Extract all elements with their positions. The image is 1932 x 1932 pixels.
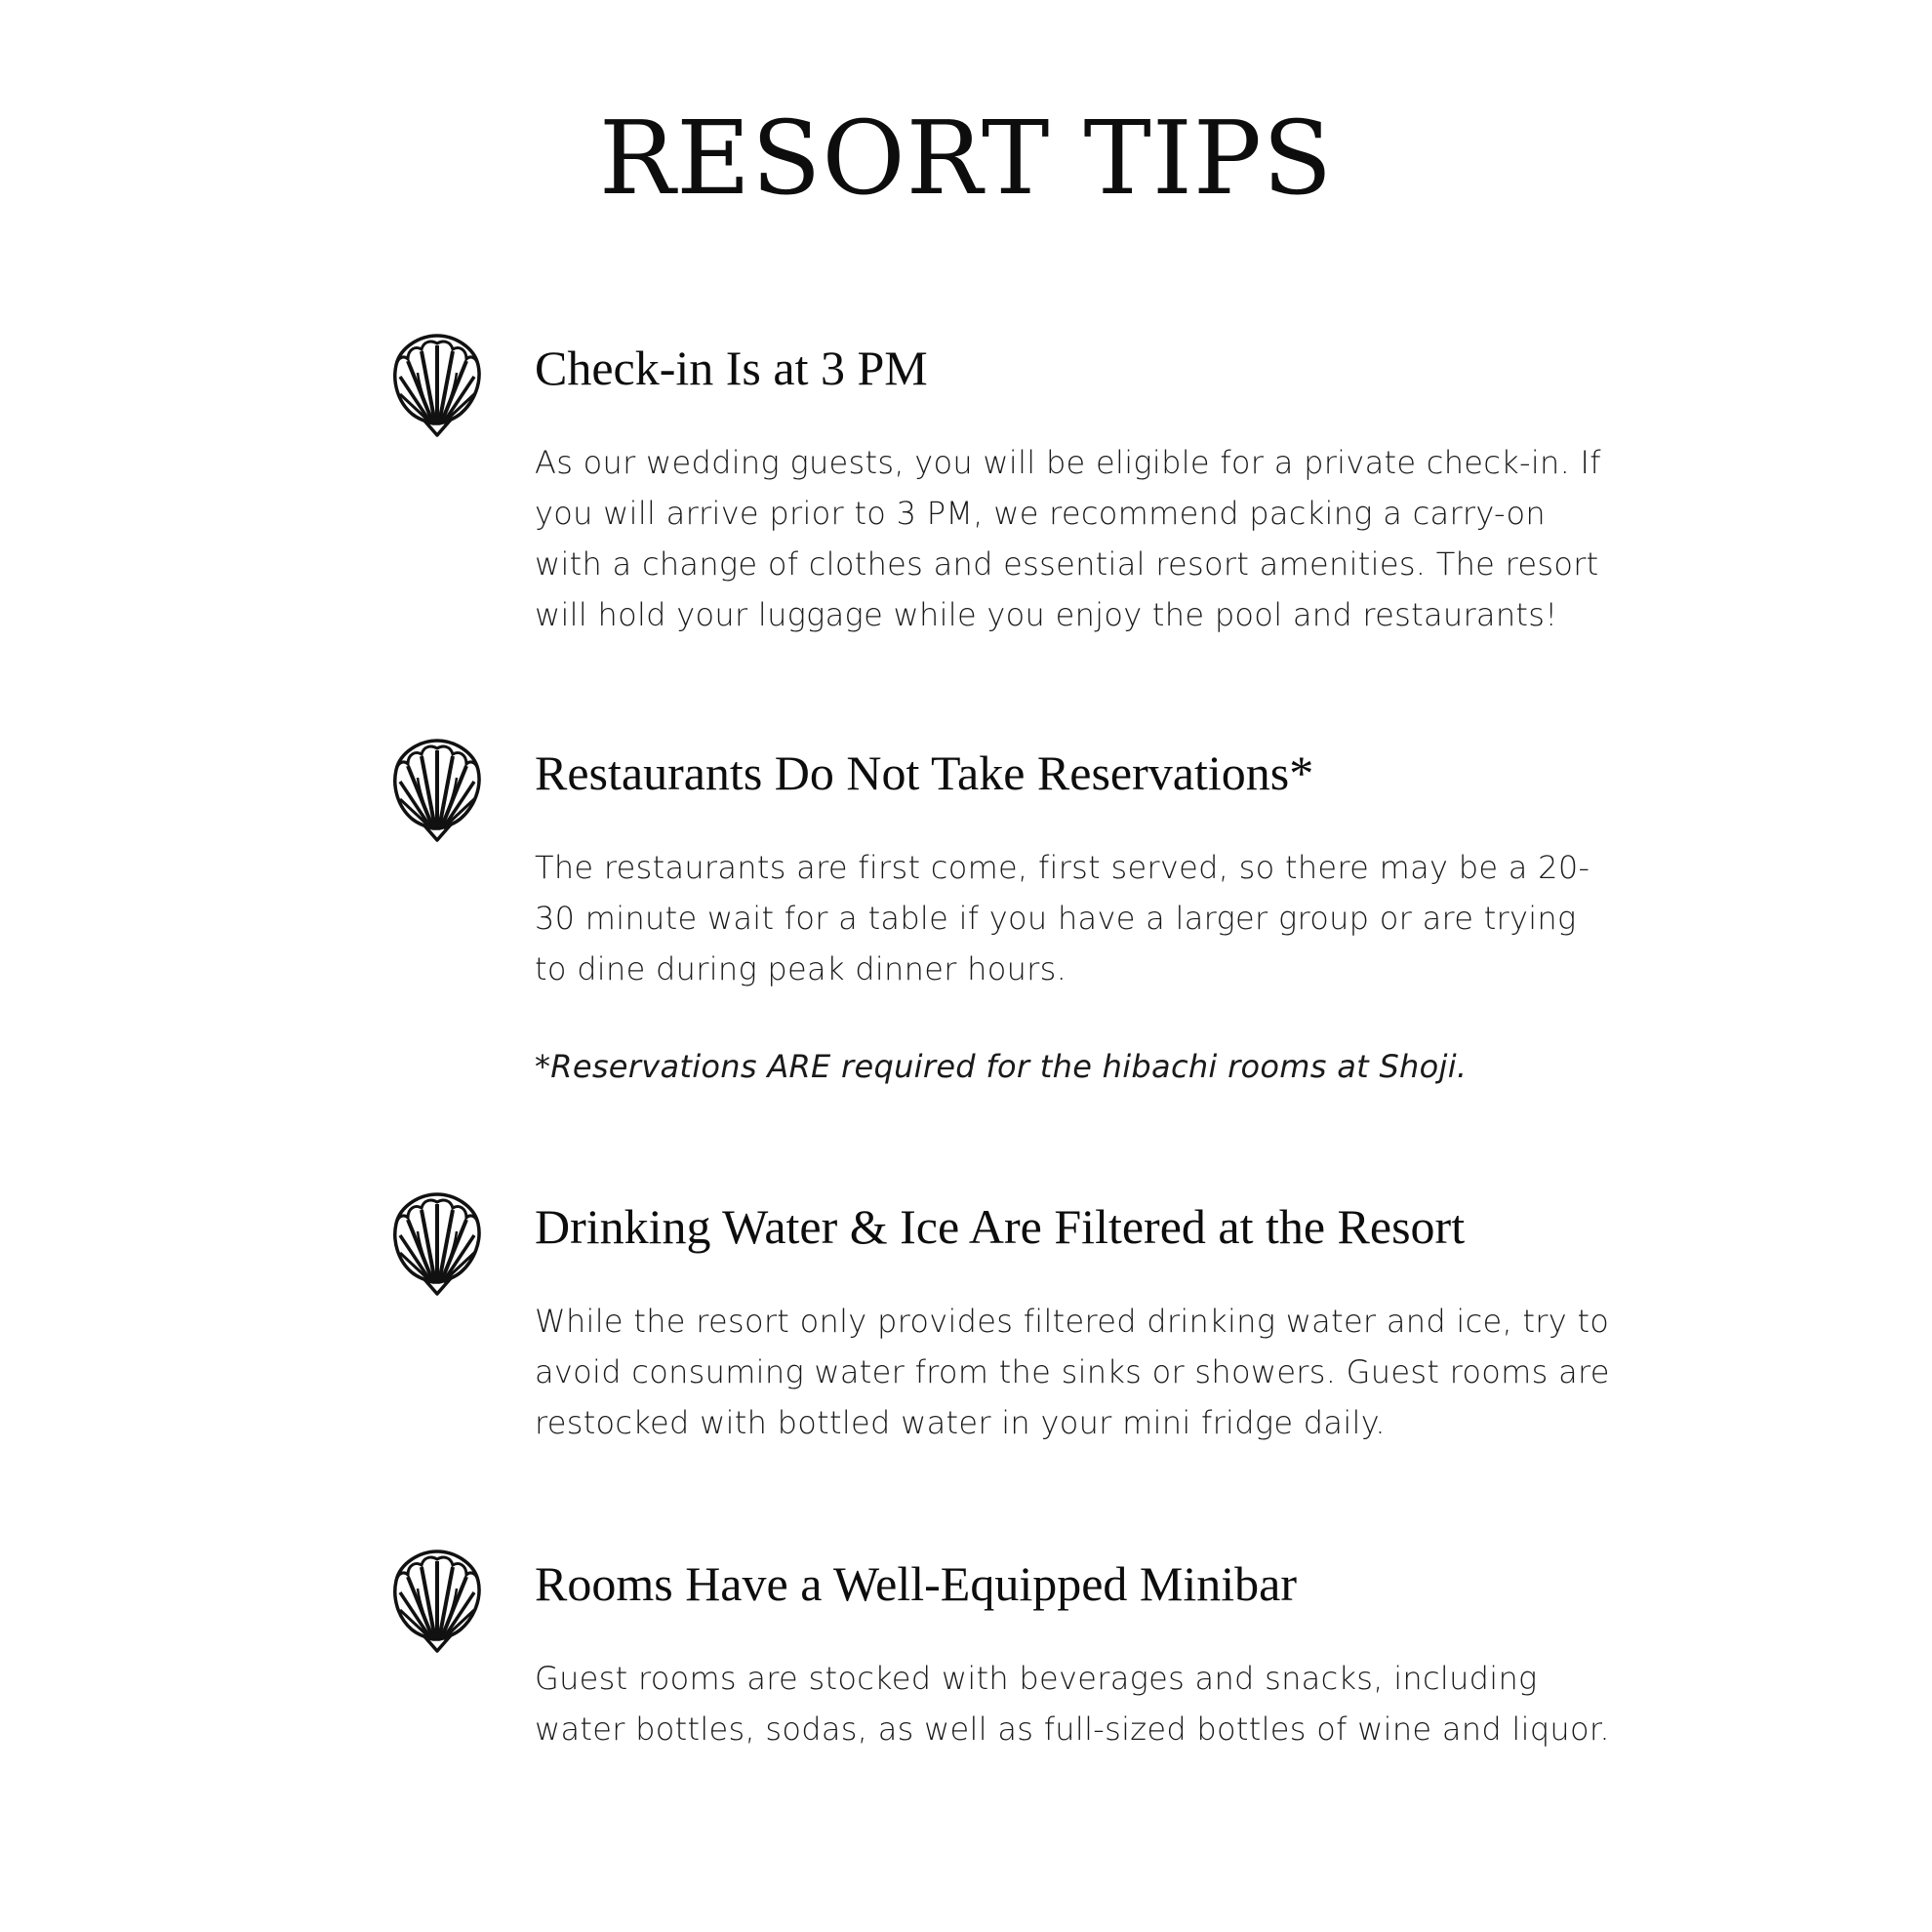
scallop-shell-icon xyxy=(379,1181,496,1298)
tip-restaurants xyxy=(379,727,1628,1117)
tip-footnote: *Reservations ARE required for the hibachi rooms at Shoji. xyxy=(535,1048,1468,1085)
page-title: RESORT TIPS xyxy=(598,99,1334,218)
tip-body: While the resort only provides filtered drinking water and ice, try to avoid consuming water from the sinks or showers. Guest rooms are restocked with bottled water in your mini fridge daily. xyxy=(535,1303,1610,1441)
scallop-shell-icon xyxy=(379,1538,496,1655)
tip-body: The restaurants are first come, first served, so there may be a 20-30 minute wait for a table if you have a larger group or are trying to dine during peak dinner hours. xyxy=(535,849,1590,987)
tip-drinking-water xyxy=(379,1181,1628,1473)
tip-check-in xyxy=(379,322,1628,644)
tip-body: Guest rooms are stocked with beverages and snacks, including water bottles, sodas, as well as full-sized bottles of wine and liquor. xyxy=(535,1660,1610,1748)
tip-title: Rooms Have a Well-Equipped Minibar xyxy=(535,1556,1298,1611)
tip-title: Check-in Is at 3 PM xyxy=(535,341,928,395)
scallop-shell-icon xyxy=(379,322,496,439)
scallop-shell-icon xyxy=(379,727,496,844)
tip-title: Restaurants Do Not Take Reservations* xyxy=(535,745,1314,800)
tip-body: As our wedding guests, you will be eligible for a private check-in. If you will arrive prior to 3 PM, we recommend packing a carry-on with a change of clothes and essential resort amenities. The resort will hold your luggage while you enjoy the pool and restaurants! xyxy=(535,444,1601,633)
tip-minibar xyxy=(379,1538,1628,1791)
tip-title: Drinking Water & Ice Are Filtered at the Resort xyxy=(535,1199,1466,1254)
